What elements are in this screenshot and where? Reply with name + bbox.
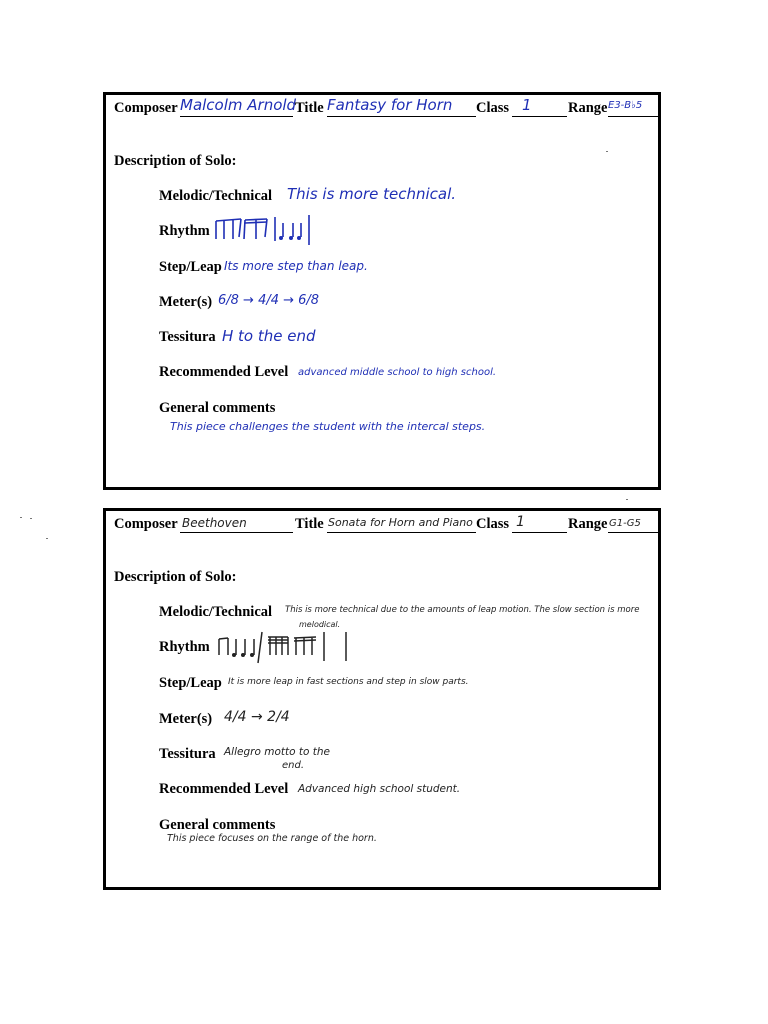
title-value: Sonata for Horn and Piano xyxy=(328,516,473,529)
melodic-value: This is more technical due to the amounts of leap motion. The slow section is more xyxy=(285,605,640,615)
composer-underline xyxy=(180,532,293,533)
step-leap-value: It is more leap in fast sections and step in slow parts. xyxy=(228,677,469,687)
rhythm-label: Rhythm xyxy=(159,223,210,239)
range-underline xyxy=(608,116,658,117)
tessitura-label: Tessitura xyxy=(159,746,216,762)
title-underline xyxy=(327,532,476,533)
composer-label: Composer xyxy=(114,100,178,116)
melodic-value-continued: melodical. xyxy=(299,620,341,629)
range-underline xyxy=(608,532,658,533)
comments-label: General comments xyxy=(159,400,276,416)
class-label: Class xyxy=(476,516,510,532)
tessitura-value-continued: end. xyxy=(282,760,305,771)
scan-speck xyxy=(46,538,48,539)
tessitura-value: Allegro motto to the xyxy=(224,746,330,758)
solo-form-card xyxy=(103,508,661,890)
composer-underline xyxy=(180,116,293,117)
melodic-label: Melodic/Technical xyxy=(159,188,273,204)
class-value: 1 xyxy=(522,96,532,114)
composer-value: Malcolm Arnold xyxy=(180,96,297,114)
level-label: Recommended Level xyxy=(159,364,289,380)
range-value: G1-G5 xyxy=(609,518,641,529)
class-underline xyxy=(512,116,567,117)
title-underline xyxy=(327,116,476,117)
level-value: Advanced high school student. xyxy=(298,783,461,795)
rhythm-notation-icon xyxy=(213,213,313,249)
meter-value: 4/4 → 2/4 xyxy=(224,709,290,725)
title-label: Title xyxy=(295,100,324,116)
range-label: Range xyxy=(568,100,608,116)
solo-form-card xyxy=(103,92,661,490)
class-underline xyxy=(512,532,567,533)
description-heading: Description of Solo: xyxy=(114,153,237,169)
comments-value: This piece challenges the student with the intercal steps. xyxy=(170,420,486,433)
title-value: Fantasy for Horn xyxy=(327,96,453,114)
scan-speck xyxy=(30,518,32,519)
melodic-label: Melodic/Technical xyxy=(159,604,273,620)
tessitura-value: H to the end xyxy=(222,327,316,345)
rhythm-notation-icon xyxy=(216,629,352,665)
title-label: Title xyxy=(295,516,324,532)
composer-value: Beethoven xyxy=(182,516,247,530)
comments-value: This piece focuses on the range of the horn. xyxy=(167,833,377,844)
scan-speck xyxy=(606,151,608,152)
melodic-value: This is more technical. xyxy=(287,185,457,203)
step-leap-value: Its more step than leap. xyxy=(224,259,368,273)
level-label: Recommended Level xyxy=(159,781,289,797)
scan-speck xyxy=(20,517,22,518)
scan-speck xyxy=(626,499,628,500)
class-value: 1 xyxy=(516,514,525,530)
description-heading: Description of Solo: xyxy=(114,569,237,585)
level-value: advanced middle school to high school. xyxy=(298,367,497,378)
tessitura-label: Tessitura xyxy=(159,329,216,345)
step-leap-label: Step/Leap xyxy=(159,675,222,691)
class-label: Class xyxy=(476,100,510,116)
meter-value: 6/8 → 4/4 → 6/8 xyxy=(218,293,320,308)
step-leap-label: Step/Leap xyxy=(159,259,222,275)
meter-label: Meter(s) xyxy=(159,711,213,727)
meter-label: Meter(s) xyxy=(159,294,213,310)
range-value: E3-B♭5 xyxy=(608,100,643,111)
rhythm-label: Rhythm xyxy=(159,639,210,655)
range-label: Range xyxy=(568,516,608,532)
composer-label: Composer xyxy=(114,516,178,532)
comments-label: General comments xyxy=(159,817,276,833)
